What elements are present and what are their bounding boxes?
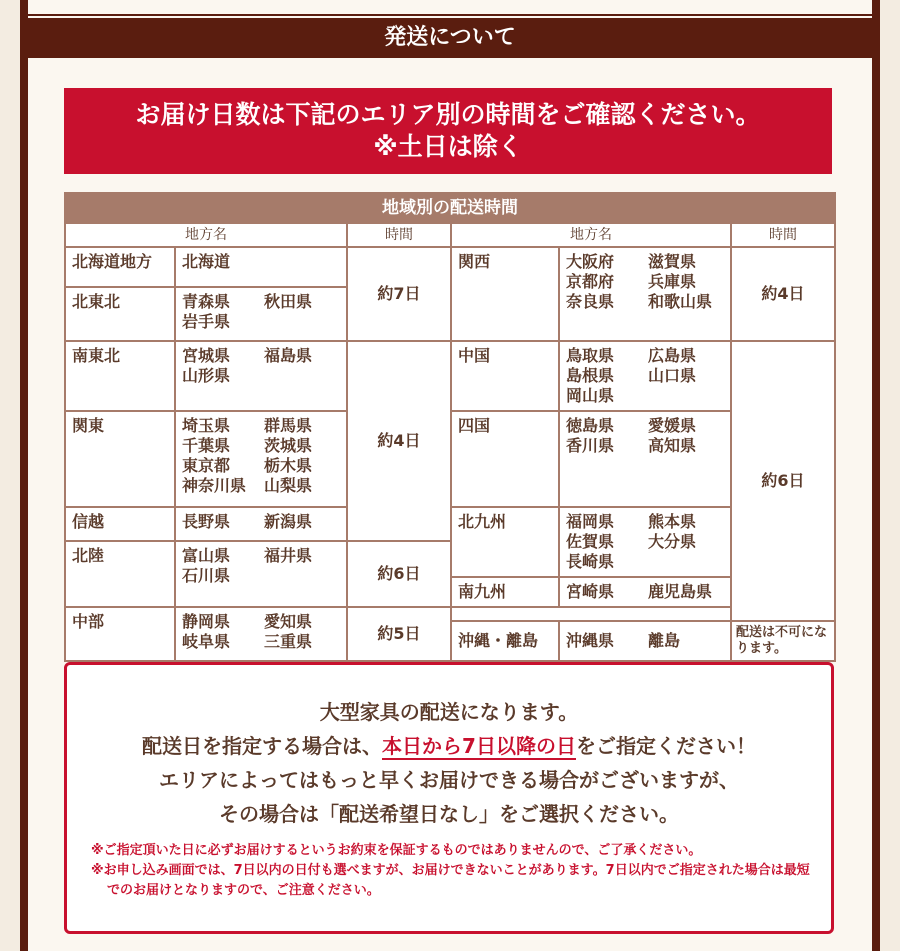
prefs-kitakyushu <box>559 507 731 577</box>
prefs-kanto <box>175 411 347 507</box>
pref: 奈良県 <box>566 292 615 311</box>
header-region-left: 地方名 <box>65 223 347 247</box>
pref: 岡山県 <box>566 386 615 405</box>
time-chugoku-kyushu: 約6日 <box>731 341 835 621</box>
prefs-okinawa <box>559 621 731 661</box>
time-hokuriku: 約6日 <box>347 541 451 607</box>
pref: 静岡県 <box>182 612 231 631</box>
pref: 愛知県 <box>264 612 313 631</box>
prefs-hokuriku <box>175 541 347 607</box>
header-time-right: 時間 <box>731 223 835 247</box>
time-okinawa: 配送は不可になります。 <box>731 621 835 661</box>
pref: 石川県 <box>182 566 231 585</box>
prefs-shikoku <box>559 411 731 507</box>
pref: 沖縄県 <box>566 631 615 650</box>
prefs-shinetsu <box>175 507 347 541</box>
time-hokkaido-kitatohoku: 約7日 <box>347 247 451 341</box>
pref: 新潟県 <box>264 512 313 531</box>
pref: 神奈川県 <box>182 476 247 495</box>
notice-line-2: ※土日は除く <box>373 132 523 161</box>
pref: 群馬県 <box>264 416 313 435</box>
footnote-1: ※ご指定頂いた日に必ずお届けするというお約束を保証するものではありませんので、ご了承ください。 <box>91 843 702 858</box>
pref: 兵庫県 <box>648 272 697 291</box>
box-line-2-post: をご指定ください！ <box>575 734 756 758</box>
box-line-4: その場合は「配送希望日なし」をご選択ください。 <box>219 802 679 826</box>
region-minamitohoku: 南東北 <box>65 341 175 411</box>
region-kansai: 関西 <box>451 247 559 341</box>
pref: 和歌山県 <box>648 292 713 311</box>
pref: 福島県 <box>264 346 313 365</box>
pref: 愛媛県 <box>648 416 697 435</box>
pref: 島根県 <box>566 366 615 385</box>
pref: 佐賀県 <box>566 532 615 551</box>
pref: 岩手県 <box>182 312 231 331</box>
box-line-3: エリアによってはもっと早くお届けできる場合がございますが、 <box>159 768 739 792</box>
pref: 大分県 <box>648 532 697 551</box>
box-line-2-pre: 配送日を指定する場合は、 <box>142 734 383 758</box>
prefs-chubu <box>175 607 347 661</box>
pref: 埼玉県 <box>182 416 231 435</box>
region-minamikyushu: 南九州 <box>451 577 559 607</box>
table-caption: 地域別の配送時間 <box>65 193 835 223</box>
pref: 香川県 <box>566 436 615 455</box>
pref: 北海道 <box>182 252 231 271</box>
header-time-left: 時間 <box>347 223 451 247</box>
large-furniture-notice <box>64 662 834 934</box>
pref: 茨城県 <box>264 436 313 455</box>
header-region-right: 地方名 <box>451 223 731 247</box>
region-kitakyushu: 北九州 <box>451 507 559 577</box>
box-line-2-emphasis: 本日から7日以降の日 <box>382 734 576 758</box>
pref: 栃木県 <box>264 456 313 475</box>
notice-line-1: お届け日数は下記のエリア別の時間をご確認ください。 <box>135 100 761 129</box>
time-kansai: 約4日 <box>731 247 835 341</box>
pref: 三重県 <box>264 632 313 651</box>
region-hokuriku: 北陸 <box>65 541 175 607</box>
pref: 福岡県 <box>566 512 615 531</box>
pref: 徳島県 <box>566 416 615 435</box>
region-shikoku: 四国 <box>451 411 559 507</box>
prefs-chugoku <box>559 341 731 411</box>
region-kanto: 関東 <box>65 411 175 507</box>
prefs-hokkaido <box>175 247 347 287</box>
pref: 鳥取県 <box>566 346 615 365</box>
pref: 福井県 <box>264 546 313 565</box>
notice-lines <box>67 695 831 831</box>
time-chubu: 約5日 <box>347 607 451 661</box>
previous-section-edge <box>28 0 872 16</box>
pref: 千葉県 <box>182 436 231 455</box>
pref: 大阪府 <box>566 252 615 271</box>
pref: 山形県 <box>182 366 231 385</box>
box-line-1: 大型家具の配送になります。 <box>319 700 579 724</box>
notice-footnotes <box>91 841 811 901</box>
pref: 宮城県 <box>182 346 231 365</box>
region-chugoku: 中国 <box>451 341 559 411</box>
region-hokkaido: 北海道地方 <box>65 247 175 287</box>
delivery-notice-banner <box>64 88 832 174</box>
pref: 岐阜県 <box>182 632 231 651</box>
pref: 京都府 <box>566 272 615 291</box>
prefs-minamikyushu <box>559 577 731 607</box>
pref: 鹿児島県 <box>648 582 713 601</box>
pref: 熊本県 <box>648 512 697 531</box>
section-title: 発送について <box>20 18 880 58</box>
pref: 山口県 <box>648 366 697 385</box>
pref: 東京都 <box>182 456 231 475</box>
pref: 広島県 <box>648 346 697 365</box>
pref: 宮崎県 <box>566 582 615 601</box>
pref: 秋田県 <box>264 292 313 311</box>
region-kitatohoku: 北東北 <box>65 287 175 341</box>
pref: 滋賀県 <box>648 252 697 271</box>
region-okinawa: 沖縄・離島 <box>451 621 559 661</box>
prefs-minamitohoku <box>175 341 347 411</box>
pref: 長野県 <box>182 512 231 531</box>
prefs-kitatohoku <box>175 287 347 341</box>
pref: 高知県 <box>648 436 697 455</box>
box-line-2 <box>67 729 831 763</box>
region-chubu: 中部 <box>65 607 175 661</box>
time-tohoku-kanto-shinetsu: 約4日 <box>347 341 451 541</box>
pref: 富山県 <box>182 546 231 565</box>
prefs-kansai <box>559 247 731 341</box>
pref: 青森県 <box>182 292 231 311</box>
pref: 長崎県 <box>566 552 615 571</box>
shipping-time-table <box>64 192 836 662</box>
pref: 山梨県 <box>264 476 313 495</box>
footnote-2: ※お申し込み画面では、7日以内の日付も選べますが、お届けできないことがあります。7日以内でご指定された場合は最短でのお届けとなりますので、ご注意ください。 <box>91 863 810 898</box>
region-shinetsu: 信越 <box>65 507 175 541</box>
pref: 離島 <box>648 631 681 650</box>
